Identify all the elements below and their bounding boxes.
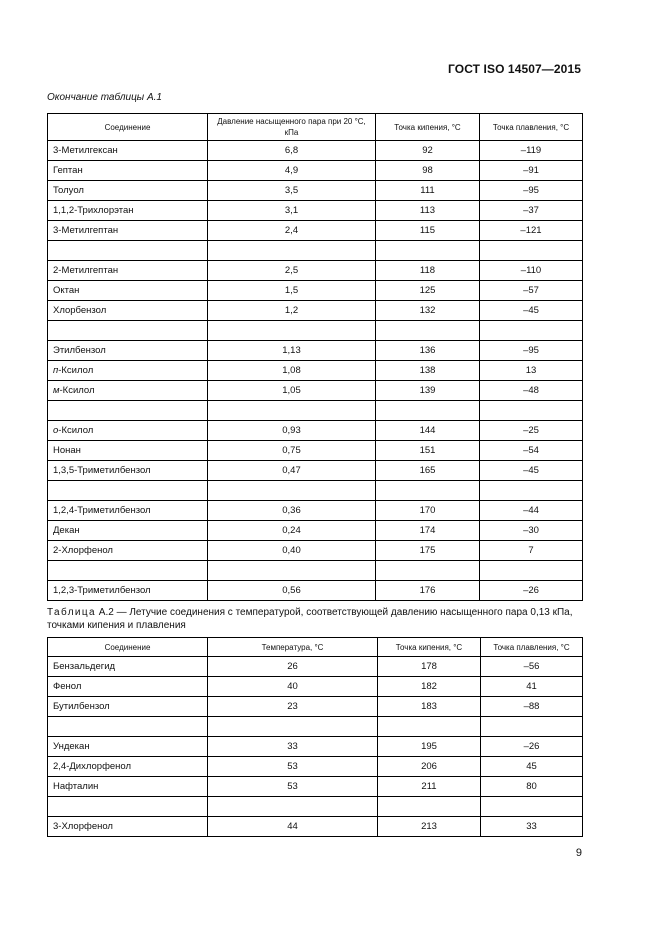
col-header-pressure: Давление насыщенного пара при 20 °С, кПа	[208, 114, 376, 141]
boiling-point-cell: 98	[376, 161, 480, 181]
col-header-boiling: Точка кипения, °С	[376, 114, 480, 141]
boiling-point-cell: 139	[376, 381, 480, 401]
compound-cell	[48, 541, 208, 561]
boiling-point-cell	[376, 241, 480, 261]
boiling-point-cell: 182	[378, 677, 481, 697]
table-row	[48, 441, 583, 461]
compound-cell	[48, 441, 208, 461]
boiling-point-cell	[376, 401, 480, 421]
compound-cell	[48, 301, 208, 321]
melting-point-cell: –26	[480, 581, 583, 601]
boiling-point-cell: 92	[376, 141, 480, 161]
table-row	[48, 321, 583, 341]
table-row	[48, 717, 583, 737]
melting-point-cell: –48	[480, 381, 583, 401]
compound-cell	[48, 221, 208, 241]
melting-point-cell: 45	[481, 757, 583, 777]
table-row	[48, 461, 583, 481]
table-row	[48, 777, 583, 797]
melting-point-cell: –95	[480, 341, 583, 361]
table-row	[48, 141, 583, 161]
table-row	[48, 421, 583, 441]
compound-cell	[48, 381, 208, 401]
table-row	[48, 261, 583, 281]
col-header-melting: Точка плавления, °С	[480, 114, 583, 141]
compound-cell: Бутилбензол	[48, 697, 208, 717]
compound-cell	[48, 181, 208, 201]
pressure-cell	[208, 321, 376, 341]
melting-point-cell: –95	[480, 181, 583, 201]
boiling-point-cell: 118	[376, 261, 480, 281]
melting-point-cell: –54	[480, 441, 583, 461]
pressure-cell: 0,24	[208, 521, 376, 541]
temperature-cell	[208, 797, 378, 817]
boiling-point-cell: 183	[378, 697, 481, 717]
melting-point-cell: –45	[480, 461, 583, 481]
table-row	[48, 521, 583, 541]
compound-name: 3-Метилгептан	[53, 225, 119, 236]
table2-caption-text: А.2 — Летучие соединения с температурой, соответствующей давлению насыщенного пара 0,13 кПа, точками кипения и плавления	[47, 607, 573, 631]
table-row	[48, 221, 583, 241]
boiling-point-cell: 170	[376, 501, 480, 521]
compound-cell: Бензальдегид	[48, 657, 208, 677]
melting-point-cell: 33	[481, 817, 583, 837]
boiling-point-cell: 136	[376, 341, 480, 361]
col-header-melting: Точка плавления, °С	[481, 638, 583, 657]
boiling-point-cell: 125	[376, 281, 480, 301]
table-row	[48, 697, 583, 717]
melting-point-cell	[480, 241, 583, 261]
melting-point-cell: –45	[480, 301, 583, 321]
boiling-point-cell: 113	[376, 201, 480, 221]
table-a1	[47, 113, 583, 601]
table1-header-row	[48, 114, 583, 141]
compound-cell	[48, 261, 208, 281]
table-row	[48, 657, 583, 677]
compound-cell	[48, 717, 208, 737]
temperature-cell: 33	[208, 737, 378, 757]
compound-cell: 2,4-Дихлорфенол	[48, 757, 208, 777]
compound-cell: Ундекан	[48, 737, 208, 757]
compound-cell	[48, 501, 208, 521]
melting-point-cell: –25	[480, 421, 583, 441]
temperature-cell: 26	[208, 657, 378, 677]
compound-name: Гептан	[53, 165, 83, 176]
table-row	[48, 201, 583, 221]
melting-point-cell	[480, 481, 583, 501]
melting-point-cell: –91	[480, 161, 583, 181]
compound-name: 1,1,2-Трихлорэтан	[53, 205, 134, 216]
table-row	[48, 341, 583, 361]
melting-point-cell	[480, 321, 583, 341]
pressure-cell: 2,5	[208, 261, 376, 281]
table-row	[48, 541, 583, 561]
boiling-point-cell: 211	[378, 777, 481, 797]
pressure-cell	[208, 561, 376, 581]
compound-cell: 3-Хлорфенол	[48, 817, 208, 837]
pressure-cell: 0,47	[208, 461, 376, 481]
compound-name: Октан	[53, 285, 80, 296]
melting-point-cell: 80	[481, 777, 583, 797]
compound-cell	[48, 361, 208, 381]
isomer-prefix: м	[53, 385, 60, 396]
table-row	[48, 401, 583, 421]
pressure-cell: 3,5	[208, 181, 376, 201]
boiling-point-cell: 178	[378, 657, 481, 677]
melting-point-cell: –110	[480, 261, 583, 281]
boiling-point-cell	[378, 797, 481, 817]
pressure-cell	[208, 241, 376, 261]
melting-point-cell: –57	[480, 281, 583, 301]
compound-cell	[48, 341, 208, 361]
compound-cell	[48, 141, 208, 161]
pressure-cell: 0,36	[208, 501, 376, 521]
col-header-compound: Соединение	[48, 114, 208, 141]
table2-caption-label: Таблица	[47, 607, 97, 618]
compound-cell	[48, 281, 208, 301]
compound-cell: Нафталин	[48, 777, 208, 797]
pressure-cell: 4,9	[208, 161, 376, 181]
melting-point-cell	[480, 401, 583, 421]
compound-name: Декан	[53, 525, 80, 536]
table-row	[48, 301, 583, 321]
compound-cell	[48, 521, 208, 541]
melting-point-cell: 13	[480, 361, 583, 381]
melting-point-cell: –26	[481, 737, 583, 757]
table-row	[48, 797, 583, 817]
boiling-point-cell: 151	[376, 441, 480, 461]
melting-point-cell: 7	[480, 541, 583, 561]
pressure-cell: 0,56	[208, 581, 376, 601]
table-row	[48, 677, 583, 697]
temperature-cell: 40	[208, 677, 378, 697]
compound-cell: Фенол	[48, 677, 208, 697]
col-header-boiling: Точка кипения, °С	[378, 638, 481, 657]
table-row	[48, 281, 583, 301]
melting-point-cell: –30	[480, 521, 583, 541]
compound-cell	[48, 581, 208, 601]
boiling-point-cell: 165	[376, 461, 480, 481]
temperature-cell: 53	[208, 777, 378, 797]
compound-cell	[48, 421, 208, 441]
compound-cell	[48, 321, 208, 341]
table-row	[48, 501, 583, 521]
compound-cell	[48, 401, 208, 421]
melting-point-cell	[481, 717, 583, 737]
table2-header-row	[48, 638, 583, 657]
table-row	[48, 181, 583, 201]
boiling-point-cell	[376, 561, 480, 581]
melting-point-cell: 41	[481, 677, 583, 697]
table-row	[48, 161, 583, 181]
boiling-point-cell: 195	[378, 737, 481, 757]
pressure-cell: 2,4	[208, 221, 376, 241]
col-header-compound: Соединение	[48, 638, 208, 657]
isomer-prefix: о	[53, 425, 59, 436]
compound-cell	[48, 201, 208, 221]
pressure-cell: 3,1	[208, 201, 376, 221]
table-row	[48, 241, 583, 261]
melting-point-cell: –37	[480, 201, 583, 221]
melting-point-cell	[481, 797, 583, 817]
temperature-cell: 23	[208, 697, 378, 717]
table-row	[48, 361, 583, 381]
table2-caption	[47, 606, 587, 632]
melting-point-cell: –44	[480, 501, 583, 521]
pressure-cell: 1,5	[208, 281, 376, 301]
compound-name: 3-Метилгексан	[53, 145, 118, 156]
compound-name: 1,2,3-Триметилбензол	[53, 585, 151, 596]
boiling-point-cell: 144	[376, 421, 480, 441]
temperature-cell: 53	[208, 757, 378, 777]
compound-cell	[48, 797, 208, 817]
boiling-point-cell: 132	[376, 301, 480, 321]
compound-name: Хлорбензол	[53, 305, 107, 316]
pressure-cell: 0,40	[208, 541, 376, 561]
boiling-point-cell	[378, 717, 481, 737]
compound-name: Толуол	[53, 185, 84, 196]
boiling-point-cell: 174	[376, 521, 480, 541]
compound-cell	[48, 461, 208, 481]
pressure-cell: 1,08	[208, 361, 376, 381]
boiling-point-cell: 176	[376, 581, 480, 601]
compound-name: -Ксилол	[58, 425, 94, 436]
pressure-cell	[208, 401, 376, 421]
melting-point-cell: –56	[481, 657, 583, 677]
table-row	[48, 561, 583, 581]
pressure-cell: 0,75	[208, 441, 376, 461]
temperature-cell	[208, 717, 378, 737]
melting-point-cell	[480, 561, 583, 581]
melting-point-cell: –119	[480, 141, 583, 161]
pressure-cell: 1,05	[208, 381, 376, 401]
compound-name: -Ксилол	[58, 365, 94, 376]
pressure-cell: 6,8	[208, 141, 376, 161]
boiling-point-cell: 111	[376, 181, 480, 201]
compound-cell	[48, 481, 208, 501]
isomer-prefix: п	[53, 365, 59, 376]
compound-name: Нонан	[53, 445, 81, 456]
table-row	[48, 481, 583, 501]
compound-name: 1,3,5-Триметилбензол	[53, 465, 151, 476]
boiling-point-cell: 138	[376, 361, 480, 381]
boiling-point-cell	[376, 321, 480, 341]
pressure-cell: 1,2	[208, 301, 376, 321]
boiling-point-cell: 115	[376, 221, 480, 241]
compound-name: 1,2,4-Триметилбензол	[53, 505, 151, 516]
temperature-cell: 44	[208, 817, 378, 837]
compound-cell	[48, 561, 208, 581]
table-a2	[47, 637, 583, 837]
table-row	[48, 757, 583, 777]
boiling-point-cell: 175	[376, 541, 480, 561]
boiling-point-cell	[376, 481, 480, 501]
col-header-temperature: Температура, °С	[208, 638, 378, 657]
pressure-cell: 1,13	[208, 341, 376, 361]
melting-point-cell: –88	[481, 697, 583, 717]
standard-number: ГОСТ ISO 14507—2015	[448, 62, 581, 76]
compound-cell	[48, 161, 208, 181]
compound-cell	[48, 241, 208, 261]
compound-name: Этилбензол	[53, 345, 106, 356]
table-row	[48, 817, 583, 837]
table-row	[48, 581, 583, 601]
pressure-cell: 0,93	[208, 421, 376, 441]
compound-name: -Ксилол	[59, 385, 95, 396]
table-row	[48, 737, 583, 757]
boiling-point-cell: 213	[378, 817, 481, 837]
boiling-point-cell: 206	[378, 757, 481, 777]
compound-name: 2-Хлорфенол	[53, 545, 113, 556]
table-row	[48, 381, 583, 401]
page-number: 9	[575, 847, 582, 859]
pressure-cell	[208, 481, 376, 501]
melting-point-cell: –121	[480, 221, 583, 241]
compound-name: 2-Метилгептан	[53, 265, 119, 276]
table1-caption: Окончание таблицы А.1	[47, 92, 162, 103]
